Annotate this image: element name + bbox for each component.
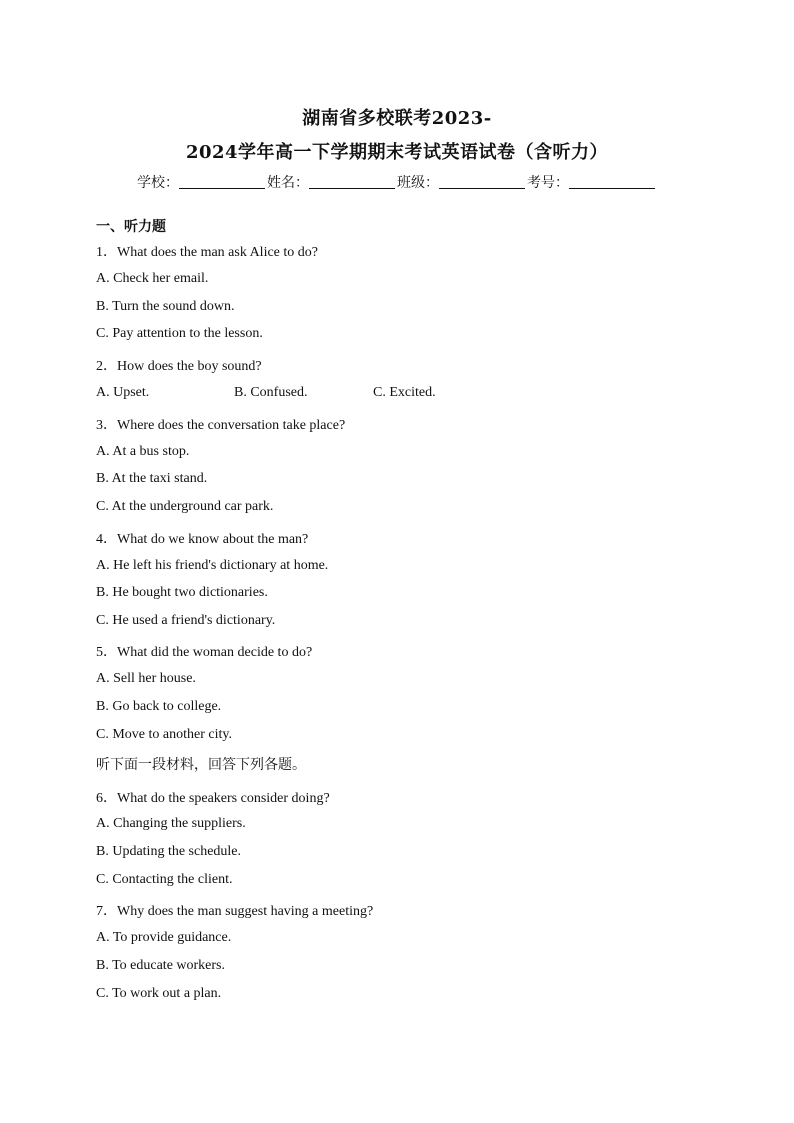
question-2-option-a: A. Upset. [96, 385, 150, 400]
question-3-option-b: B. At the taxi stand. [96, 471, 208, 486]
name-label: 姓名： [267, 175, 309, 191]
question-5-option-c: C. Move to another city. [96, 727, 232, 742]
question-2-option-b: B. Confused. [234, 385, 308, 400]
question-4: 4．What do we know about the man? [96, 532, 309, 547]
question-2: 2．How does the boy sound? [96, 359, 262, 374]
exam-number-label: 考号： [527, 175, 569, 191]
question-6: 6．What do the speakers consider doing? [96, 791, 330, 806]
question-7-option-c: C. To work out a plan. [96, 986, 222, 1001]
question-6-option-b: B. Updating the schedule. [96, 844, 242, 859]
question-5: 5．What did the woman decide to do? [96, 645, 313, 660]
exam-title-line2: 2024学年高一下学期期末考试英语试卷（含听力） [185, 142, 609, 163]
class-label: 班级： [397, 175, 439, 191]
school-label: 学校： [137, 175, 179, 191]
question-7-option-b: B. To educate workers. [96, 958, 226, 973]
question-4-option-b: B. He bought two dictionaries. [96, 585, 268, 600]
question-3-option-c: C. At the underground car park. [96, 499, 274, 514]
class-blank[interactable] [439, 174, 525, 189]
section-title: 一、听力题 [96, 219, 166, 235]
name-blank[interactable] [309, 174, 395, 189]
exam-number-blank[interactable] [569, 174, 655, 189]
question-5-option-b: B. Go back to college. [96, 699, 222, 714]
question-6-option-a: A. Changing the suppliers. [96, 816, 246, 831]
question-1-option-c: C. Pay attention to the lesson. [96, 326, 263, 341]
question-6-option-c: C. Contacting the client. [96, 872, 233, 887]
question-3: 3．Where does the conversation take place? [96, 418, 346, 433]
student-info-row [0, 172, 794, 192]
listening-instruction: 听下面一段材料，回答下列各题。 [96, 757, 306, 773]
question-7-option-a: A. To provide guidance. [96, 930, 232, 945]
question-5-option-a: A. Sell her house. [96, 671, 196, 686]
question-4-option-c: C. He used a friend's dictionary. [96, 613, 276, 628]
question-2-option-c: C. Excited. [373, 385, 436, 400]
question-1-option-b: B. Turn the sound down. [96, 299, 235, 314]
question-3-option-a: A. At a bus stop. [96, 444, 190, 459]
exam-title-line1: 湖南省多校联考2023- [302, 108, 492, 129]
school-blank[interactable] [179, 174, 265, 189]
question-1-option-a: A. Check her email. [96, 271, 209, 286]
question-4-option-a: A. He left his friend's dictionary at home. [96, 558, 329, 573]
question-1: 1．What does the man ask Alice to do? [96, 245, 318, 260]
question-7: 7．Why does the man suggest having a meeting? [96, 904, 374, 919]
